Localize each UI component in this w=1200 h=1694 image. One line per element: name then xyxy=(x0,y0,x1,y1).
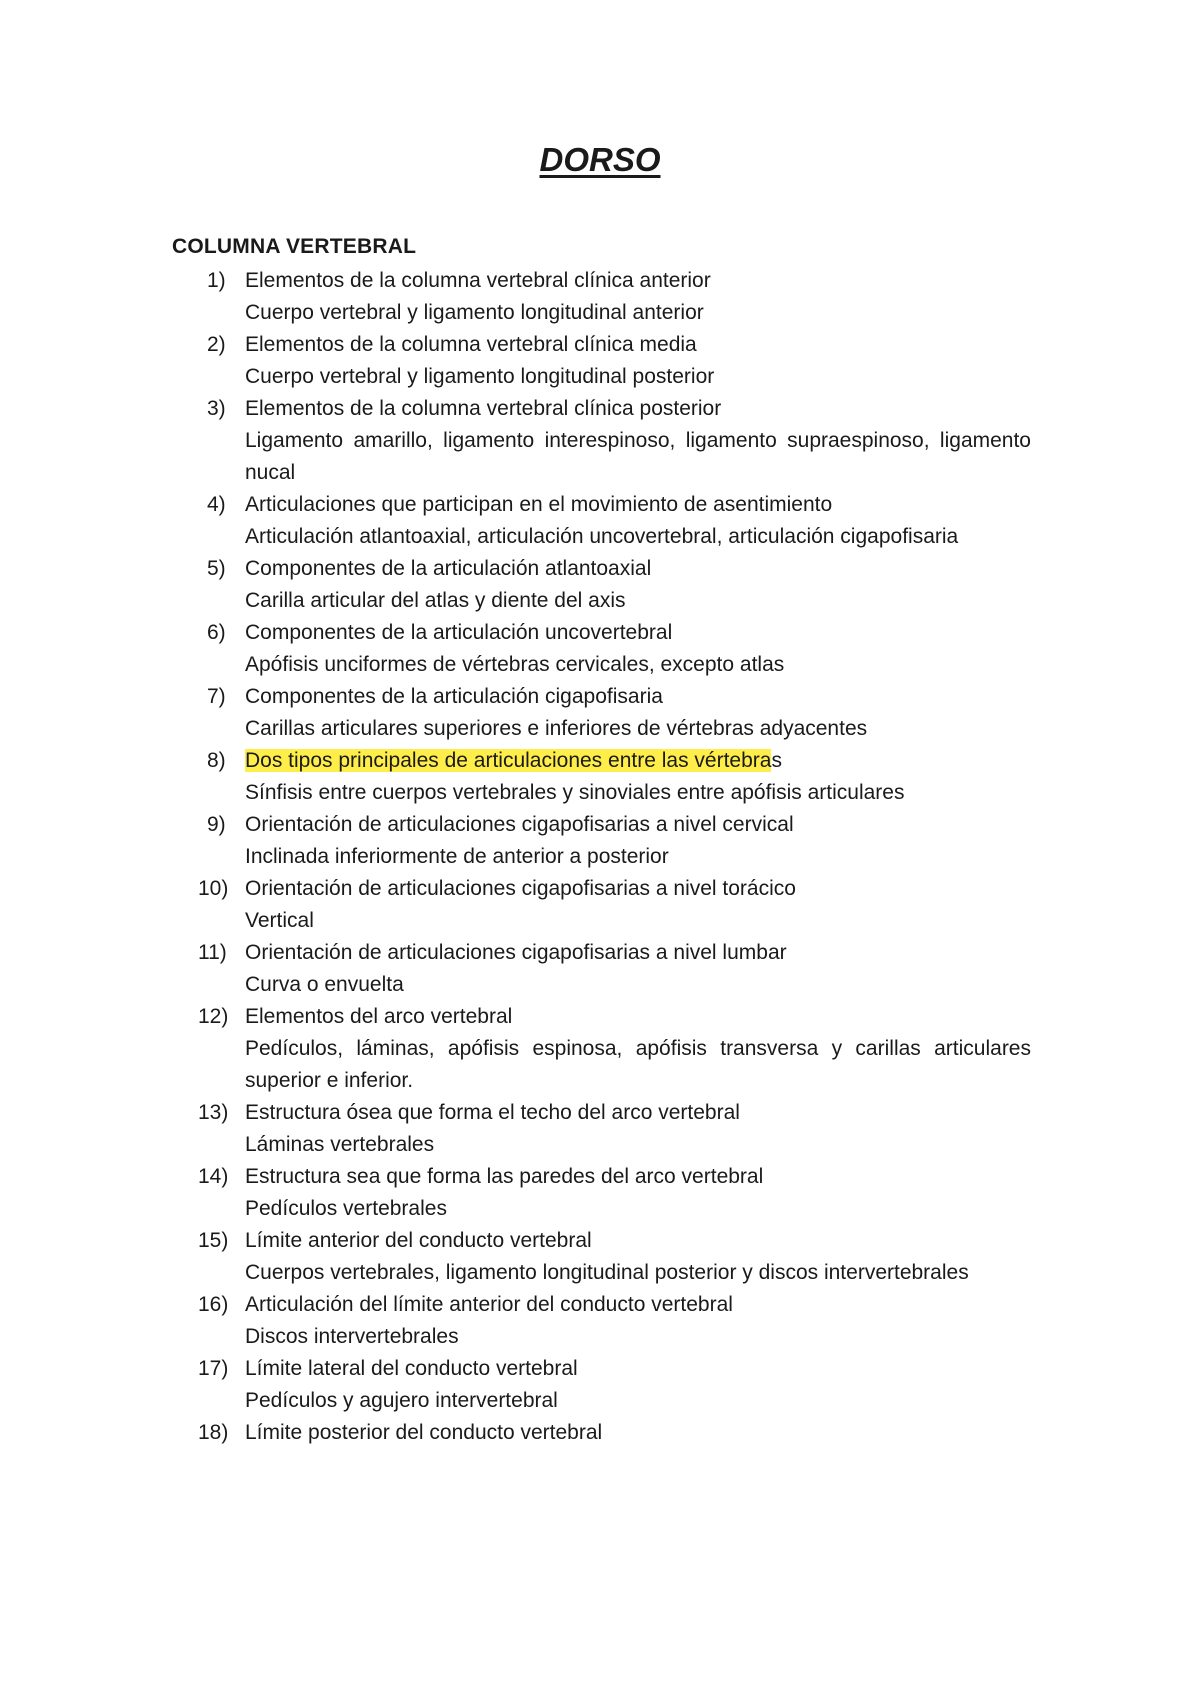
item-number: 7) xyxy=(207,685,226,708)
item-answer: Pedículos, láminas, apófisis espinosa, apófisis transversa y carillas articulares superior e inferior. xyxy=(245,1037,1031,1092)
item-question: Estructura ósea que forma el techo del arco vertebral xyxy=(245,1101,740,1124)
item-number: 11) xyxy=(198,941,227,964)
list-item xyxy=(0,393,1200,489)
list-item xyxy=(0,681,1200,745)
item-number: 4) xyxy=(207,493,226,516)
item-number: 9) xyxy=(207,813,226,836)
item-answer: Láminas vertebrales xyxy=(245,1133,435,1156)
list-item xyxy=(0,617,1200,681)
item-question: Orientación de articulaciones cigapofisarias a nivel lumbar xyxy=(245,941,787,964)
item-question: Elementos de la columna vertebral clínica posterior xyxy=(245,397,722,420)
item-question: Orientación de articulaciones cigapofisarias a nivel torácico xyxy=(245,877,796,900)
list-item xyxy=(0,1001,1200,1097)
item-number: 14) xyxy=(198,1165,229,1188)
document-title: DORSO xyxy=(539,141,661,178)
item-question: Estructura sea que forma las paredes del arco vertebral xyxy=(245,1165,764,1188)
list-item xyxy=(0,1417,1200,1449)
item-answer: Apófisis unciformes de vértebras cervicales, excepto atlas xyxy=(245,653,785,676)
item-answer: Pedículos vertebrales xyxy=(245,1197,447,1220)
item-question: Componentes de la articulación atlantoaxial xyxy=(245,557,652,580)
item-number: 10) xyxy=(198,877,229,900)
list-item xyxy=(0,1225,1200,1289)
item-answer: Inclinada inferiormente de anterior a posterior xyxy=(245,845,669,868)
question-list xyxy=(0,265,1200,1449)
list-item xyxy=(0,809,1200,873)
item-answer: Cuerpo vertebral y ligamento longitudinal posterior xyxy=(245,365,715,388)
item-question xyxy=(245,745,1031,777)
list-item xyxy=(0,937,1200,1001)
item-answer: Ligamento amarillo, ligamento interespinoso, ligamento supraespinoso, ligamento nucal xyxy=(245,429,1031,484)
item-answer: Discos intervertebrales xyxy=(245,1325,459,1348)
item-answer: Articulación atlantoaxial, articulación uncovertebral, articulación cigapofisaria xyxy=(245,525,959,548)
item-number: 3) xyxy=(207,397,226,420)
item-question: Elementos del arco vertebral xyxy=(245,1005,513,1028)
list-item xyxy=(0,1097,1200,1161)
item-question: Componentes de la articulación cigapofisaria xyxy=(245,685,663,708)
item-answer: Carillas articulares superiores e inferiores de vértebras adyacentes xyxy=(245,717,868,740)
list-item xyxy=(0,745,1200,809)
item-number: 8) xyxy=(207,749,226,772)
item-answer: Pedículos y agujero intervertebral xyxy=(245,1389,558,1412)
item-answer: Curva o envuelta xyxy=(245,973,404,996)
item-question: Límite posterior del conducto vertebral xyxy=(245,1421,603,1444)
item-question: Componentes de la articulación uncovertebral xyxy=(245,621,673,644)
item-number: 2) xyxy=(207,333,226,356)
highlighted-text: Dos tipos principales de articulaciones entre las vértebra xyxy=(245,749,772,772)
item-question: Articulaciones que participan en el movimiento de asentimiento xyxy=(245,493,833,516)
item-number: 5) xyxy=(207,557,226,580)
item-question: Límite lateral del conducto vertebral xyxy=(245,1357,578,1380)
item-answer: Carilla articular del atlas y diente del axis xyxy=(245,589,626,612)
list-item xyxy=(0,1161,1200,1225)
item-number: 1) xyxy=(207,269,226,292)
item-answer: Sínfisis entre cuerpos vertebrales y sinoviales entre apófisis articulares xyxy=(245,781,905,804)
item-number: 15) xyxy=(198,1229,229,1252)
item-question: Elementos de la columna vertebral clínica media xyxy=(245,333,697,356)
item-question: Elementos de la columna vertebral clínica anterior xyxy=(245,269,711,292)
item-answer: Vertical xyxy=(245,909,314,932)
list-item xyxy=(0,553,1200,617)
list-item xyxy=(0,489,1200,553)
item-question: Orientación de articulaciones cigapofisarias a nivel cervical xyxy=(245,813,794,836)
item-question: Límite anterior del conducto vertebral xyxy=(245,1229,592,1252)
item-number: 17) xyxy=(198,1357,229,1380)
item-answer: Cuerpos vertebrales, ligamento longitudinal posterior y discos intervertebrales xyxy=(245,1261,969,1284)
list-item xyxy=(0,1353,1200,1417)
item-number: 18) xyxy=(198,1421,229,1444)
list-item xyxy=(0,265,1200,329)
section-heading: COLUMNA VERTEBRAL xyxy=(172,235,417,258)
item-number: 6) xyxy=(207,621,226,644)
list-item xyxy=(0,329,1200,393)
item-number: 12) xyxy=(198,1005,229,1028)
item-number: 16) xyxy=(198,1293,229,1316)
list-item xyxy=(0,1289,1200,1353)
question-rest-text: s xyxy=(771,749,782,772)
item-question: Articulación del límite anterior del conducto vertebral xyxy=(245,1293,733,1316)
list-item xyxy=(0,873,1200,937)
item-answer: Cuerpo vertebral y ligamento longitudinal anterior xyxy=(245,301,704,324)
item-number: 13) xyxy=(198,1101,229,1124)
